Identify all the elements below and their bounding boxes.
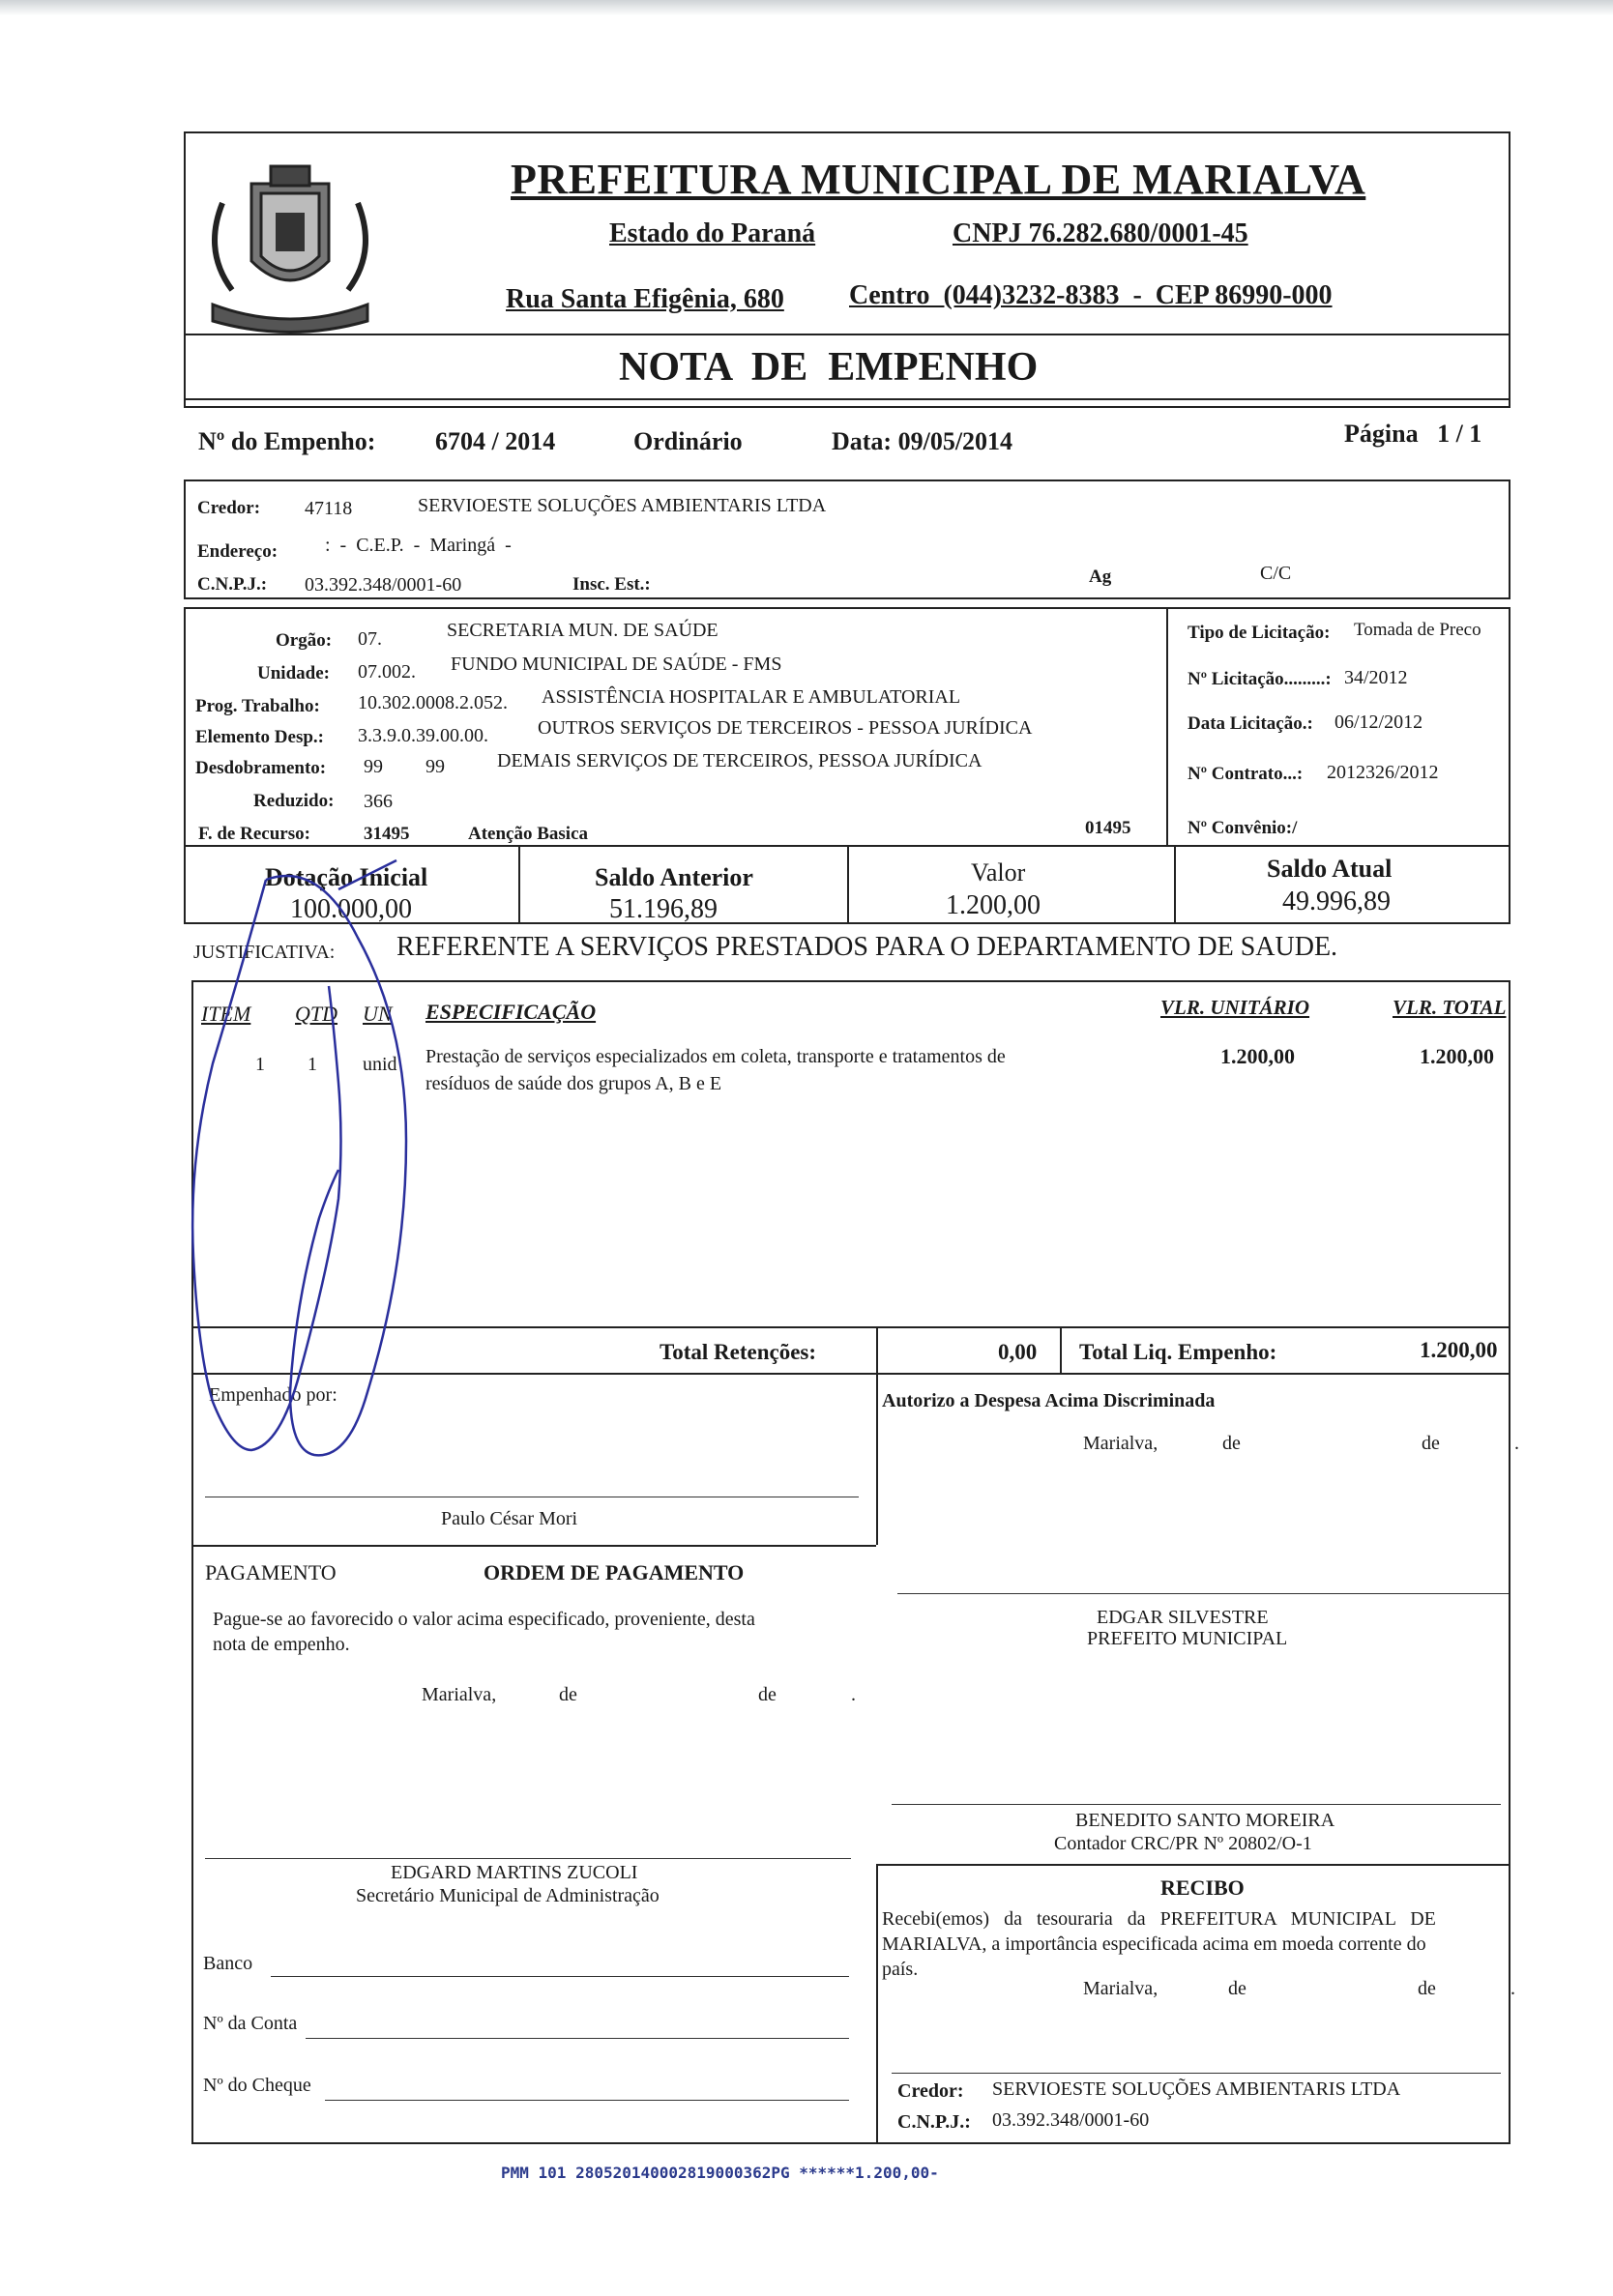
contador-title: Contador CRC/PR Nº 20802/O-1	[1054, 1833, 1312, 1854]
col-vlr-total: VLR. TOTAL	[1393, 996, 1507, 1019]
orgao-code: 07.	[358, 628, 382, 650]
elemento-code: 3.3.9.0.39.00.00.	[358, 725, 488, 746]
saldo-atual-value: 49.996,89	[1282, 886, 1391, 916]
autorizo-label: Autorizo a Despesa Acima Discriminada	[882, 1390, 1216, 1411]
desdobramento-label: Desdobramento:	[195, 758, 327, 778]
liquido-value: 1.200,00	[1420, 1338, 1498, 1362]
credor-code: 47118	[305, 498, 353, 519]
pagamento-text2: nota de empenho.	[213, 1634, 350, 1655]
item-total-value: 1.200,00	[1420, 1044, 1494, 1068]
ag-label: Ag	[1089, 567, 1112, 587]
retencoes-value: 0,00	[998, 1340, 1038, 1364]
contrato-label: Nº Contrato...:	[1188, 764, 1304, 784]
empenho-type: Ordinário	[633, 427, 743, 455]
prefeito-name: EDGAR SILVESTRE	[1097, 1607, 1269, 1628]
handwritten-signature	[174, 851, 600, 1547]
autorizo-city: Marialva,	[1083, 1433, 1158, 1454]
credor-label: Credor:	[197, 498, 261, 518]
item-unit-value: 1.200,00	[1220, 1044, 1295, 1068]
num-licitacao-value: 34/2012	[1344, 667, 1408, 688]
secretario-title: Secretário Municipal de Administração	[356, 1885, 660, 1906]
ordem-pagamento: ORDEM DE PAGAMENTO	[484, 1560, 745, 1584]
justificativa-text: REFERENTE A SERVIÇOS PRESTADOS PARA O DEPARTAMENTO DE SAUDE.	[396, 932, 1338, 962]
endereco-value: : - C.E.P. - Maringá -	[325, 535, 512, 556]
address-street: Rua Santa Efigênia, 680	[506, 284, 784, 314]
prog-label: Prog. Trabalho:	[195, 696, 320, 716]
col-vlr-unitario: VLR. UNITÁRIO	[1160, 996, 1310, 1019]
credor-name: SERVIOESTE SOLUÇÕES AMBIENTARIS LTDA	[418, 495, 827, 516]
retencoes-label: Total Retenções:	[660, 1340, 817, 1364]
data-licitacao-value: 06/12/2012	[1334, 712, 1423, 733]
pagamento-de1: de	[559, 1684, 577, 1705]
item-spec-line2: resíduos de saúde dos grupos A, B e E	[425, 1073, 722, 1094]
unidade-code: 07.002.	[358, 661, 416, 683]
recibo-text2: MARIALVA, a importância especificada acima em moeda corrente do	[882, 1933, 1426, 1955]
conta-label: Nº da Conta	[203, 2013, 298, 2034]
saldo-anterior-label: Saldo Anterior	[595, 863, 753, 891]
banco-label: Banco	[203, 1953, 253, 1974]
recibo-label: RECIBO	[1160, 1875, 1245, 1900]
recibo-text3: país.	[882, 1959, 919, 1980]
pagamento-city: Marialva,	[422, 1684, 497, 1705]
empenho-date: Data: 09/05/2014	[832, 427, 1013, 455]
footer-cnpj: 03.392.348/0001-60	[992, 2109, 1150, 2131]
elemento-name: OUTROS SERVIÇOS DE TERCEIROS - PESSOA JURÍDICA	[538, 717, 1033, 739]
cnpj-label: C.N.P.J.:	[197, 574, 268, 595]
autorizo-dot: .	[1514, 1433, 1519, 1454]
secretario-name: EDGARD MARTINS ZUCOLI	[391, 1862, 638, 1883]
prog-code: 10.302.0008.2.052.	[358, 692, 508, 713]
recurso-label: F. de Recurso:	[198, 824, 310, 844]
org-title: PREFEITURA MUNICIPAL DE MARIALVA	[511, 156, 1366, 203]
autorizo-de2: de	[1422, 1433, 1440, 1454]
coat-of-arms-icon	[193, 145, 387, 338]
recibo-city: Marialva,	[1083, 1978, 1158, 1999]
contador-name: BENEDITO SANTO MOREIRA	[1075, 1810, 1335, 1831]
footer-credor-label: Credor:	[897, 2080, 964, 2102]
col-item: ITEM	[201, 1002, 251, 1026]
unidade-name: FUNDO MUNICIPAL DE SAÚDE - FMS	[451, 654, 782, 675]
dotacao-inicial-label: Dotação Inicial	[265, 863, 428, 891]
insc-label: Insc. Est.:	[572, 574, 651, 595]
prefeito-title: PREFEITO MUNICIPAL	[1087, 1628, 1288, 1649]
footer-cnpj-label: C.N.P.J.:	[897, 2111, 971, 2133]
autorizo-de1: de	[1222, 1433, 1241, 1454]
pagamento-label: PAGAMENTO	[205, 1560, 337, 1584]
item-spec-line1: Prestação de serviços especializados em coleta, transporte e tratamentos de	[425, 1046, 1006, 1067]
num-licitacao-label: Nº Licitação.........:	[1188, 669, 1332, 689]
state: Estado do Paraná	[609, 218, 816, 248]
saldo-anterior-value: 51.196,89	[609, 894, 718, 924]
item-un: unid	[363, 1054, 397, 1075]
desd-name: DEMAIS SERVIÇOS DE TERCEIROS, PESSOA JURÍDICA	[497, 750, 982, 771]
convenio-label: Nº Convênio:/	[1188, 818, 1298, 838]
prog-name: ASSISTÊNCIA HOSPITALAR E AMBULATORIAL	[542, 686, 961, 708]
empenho-number: 6704 / 2014	[435, 427, 556, 455]
desd-code1: 99	[364, 756, 383, 777]
valor-label: Valor	[971, 858, 1026, 886]
item-number: 1	[255, 1054, 265, 1075]
tipo-licitacao-value: Tomada de Preco	[1354, 620, 1481, 640]
pagamento-text1: Pague-se ao favorecido o valor acima especificado, proveniente, desta	[213, 1609, 755, 1630]
cheque-label: Nº do Cheque	[203, 2075, 311, 2096]
valor-value: 1.200,00	[946, 890, 1041, 920]
col-especificacao: ESPECIFICAÇÃO	[425, 1000, 597, 1024]
pagamento-dot: .	[851, 1684, 856, 1705]
doc-title: NOTA DE EMPENHO	[619, 345, 1039, 390]
recurso-code: 31495	[364, 824, 410, 844]
cc-label: C/C	[1260, 563, 1292, 584]
pagamento-de2: de	[758, 1684, 777, 1705]
reduzido-label: Reduzido:	[253, 791, 335, 811]
scan-edge	[0, 0, 1613, 15]
unidade-label: Unidade:	[257, 663, 330, 683]
item-qtd: 1	[308, 1054, 317, 1075]
endereco-label: Endereço:	[197, 541, 279, 562]
empenhado-name: Paulo César Mori	[441, 1508, 578, 1529]
address-rest: Centro (044)3232-8383 - CEP 86990-000	[849, 280, 1333, 310]
desd-code2: 99	[425, 756, 445, 777]
footer-credor-name: SERVIOESTE SOLUÇÕES AMBIENTARIS LTDA	[992, 2078, 1401, 2100]
tipo-licitacao-label: Tipo de Licitação:	[1188, 623, 1331, 643]
contrato-value: 2012326/2012	[1327, 762, 1439, 783]
page-number: Página 1 / 1	[1344, 420, 1482, 448]
justificativa-label: JUSTIFICATIVA:	[193, 942, 336, 963]
liquido-label: Total Liq. Empenho:	[1079, 1340, 1277, 1364]
recibo-de2: de	[1418, 1978, 1436, 1999]
recibo-dot: .	[1510, 1978, 1515, 1999]
dotacao-inicial-value: 100.000,00	[290, 894, 412, 924]
data-licitacao-label: Data Licitação.:	[1188, 713, 1313, 734]
credor-cnpj: 03.392.348/0001-60	[305, 574, 462, 596]
org-cnpj: CNPJ 76.282.680/0001-45	[953, 218, 1248, 248]
orgao-name: SECRETARIA MUN. DE SAÚDE	[447, 620, 719, 641]
empenho-label: Nº do Empenho:	[198, 427, 376, 455]
saldo-atual-label: Saldo Atual	[1267, 855, 1393, 883]
col-un: UN	[363, 1002, 393, 1026]
mechanical-stamp: PMM 101 280520140002819000362PG ******1.200,00-	[501, 2164, 939, 2182]
empenhado-label: Empenhado por:	[209, 1384, 337, 1406]
recibo-de1: de	[1228, 1978, 1246, 1999]
recibo-text1: Recebi(emos) da tesouraria da PREFEITURA MUNICIPAL DE	[882, 1908, 1436, 1930]
col-qtd: QTD	[295, 1002, 338, 1026]
elemento-label: Elemento Desp.:	[195, 727, 324, 747]
reduzido-code: 366	[364, 791, 393, 812]
recurso-name: Atenção Basica	[468, 824, 589, 844]
recurso-code-right: 01495	[1085, 818, 1131, 838]
orgao-label: Orgão:	[276, 630, 333, 651]
